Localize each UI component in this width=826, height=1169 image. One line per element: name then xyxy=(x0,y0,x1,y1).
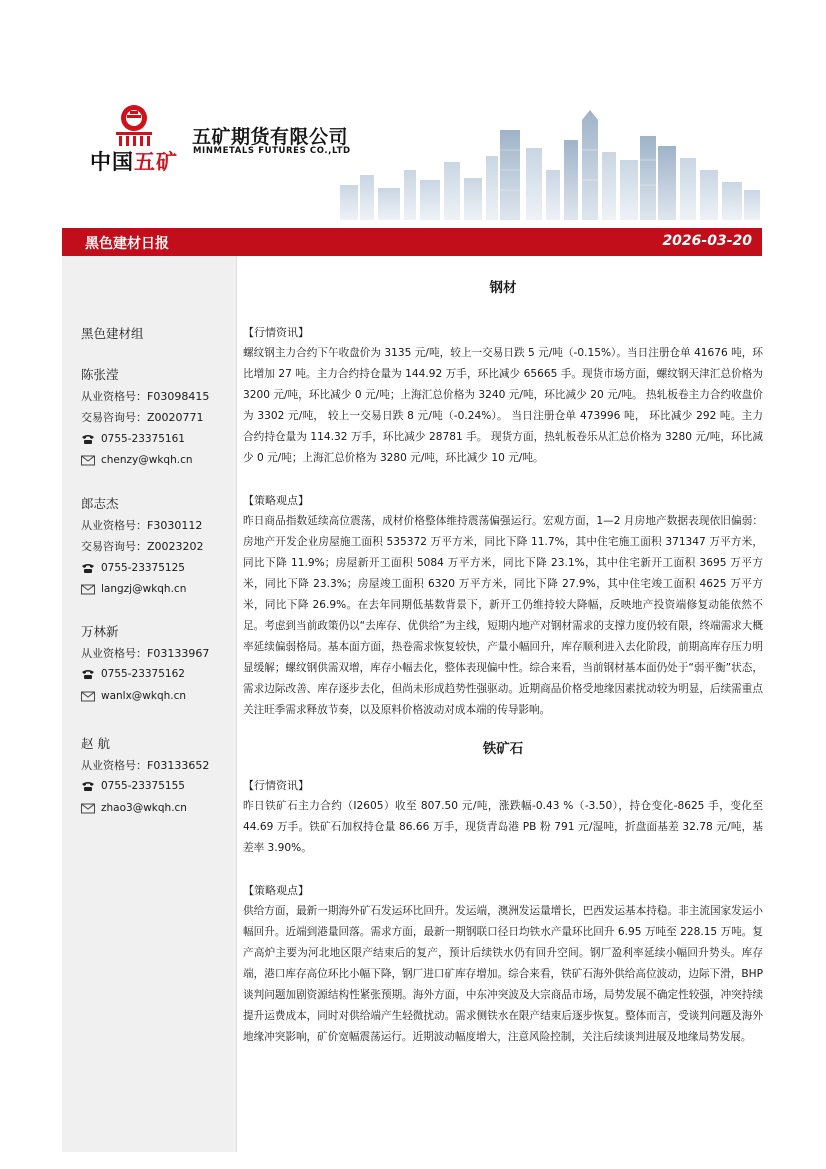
envelope-icon xyxy=(81,803,95,814)
analyst-email[interactable]: zhao3@wkqh.cn xyxy=(81,798,209,820)
company-name-cn: 五矿期货有限公司 xyxy=(192,126,349,148)
phone-icon xyxy=(81,434,95,445)
report-title: 黑色建材日报 xyxy=(85,236,169,252)
report-body xyxy=(243,262,763,1048)
analyst-email[interactable]: wanlx@wkqh.cn xyxy=(81,686,209,708)
brand-name-cn: 中国五矿 xyxy=(90,150,178,174)
steel-news-tag: 【行情资讯】 xyxy=(243,326,309,339)
steel-view-tag: 【策略观点】 xyxy=(243,494,309,507)
phone-icon xyxy=(81,563,95,574)
analyst-consult-no: 交易咨询号：Z0020771 xyxy=(81,411,204,424)
analyst-phone: 0755-23375161 xyxy=(81,429,209,451)
analyst-card xyxy=(81,364,209,472)
analyst-card xyxy=(81,733,209,819)
analyst-license: 从业资格号：F3030112 xyxy=(81,518,203,532)
analyst-license: 从业资格号：F03133967 xyxy=(81,646,210,660)
envelope-icon xyxy=(81,455,95,466)
section-title-steel: 钢材 xyxy=(489,280,517,296)
steel-news-text: 螺纹钢主力合约下午收盘价为 3135 元/吨，较上一交易日跌 5 元/吨（-0.15%）。当日注册仓单 41676 吨，环比增加 27 吨。主力合约持仓量为 144.92 万手，环比减少 65665 手。现货市场方面，螺纹钢天津汇总价格为 3200 元/吨，环比减少 0 元/吨；上海汇总价格为 3240 元/吨，环比减少 20 元/吨。 热轧板卷主力合约收盘价为 3302 元/吨， 较上一交易日跌 8 元/吨（-0.24%）。 当日注册仓单 473996 吨， 环比减少 292 吨。主力合约持仓量为 114.32 万手，环比减少 28781 手。 现货方面，热轧板卷乐从汇总价格为 3280 元/吨，环比减少 0 元/吨；上海汇总价格为 3280 元/吨，环比减少 10 元/吨。 xyxy=(243,347,763,464)
analyst-phone: 0755-23375155 xyxy=(81,776,209,798)
analyst-license: 从业资格号：F03098415 xyxy=(81,389,210,403)
company-name-en: MINMETALS FUTURES CO.,LTD xyxy=(193,146,351,156)
ore-view-tag: 【策略观点】 xyxy=(243,884,309,897)
city-skyline-illustration xyxy=(340,90,760,220)
analyst-email[interactable]: chenzy@wkqh.cn xyxy=(81,450,209,472)
analyst-card xyxy=(81,493,204,601)
analyst-card xyxy=(81,621,209,707)
phone-icon xyxy=(81,669,95,680)
analyst-name: 万林新 xyxy=(81,624,119,639)
report-date: 2026-03-20 xyxy=(662,233,752,249)
analyst-phone: 0755-23375125 xyxy=(81,558,204,580)
analyst-license: 从业资格号：F03133652 xyxy=(81,758,210,772)
company-emblem-icon xyxy=(113,104,155,148)
analyst-name: 陈张滢 xyxy=(81,367,119,382)
report-header xyxy=(0,0,826,226)
section-title-iron-ore: 铁矿石 xyxy=(482,741,524,757)
analyst-name: 赵 航 xyxy=(81,736,110,751)
envelope-icon xyxy=(81,691,95,702)
ore-news-text: 昨日铁矿石主力合约（I2605）收至 807.50 元/吨，涨跌幅-0.43 %（-3.50），持仓变化-8625 手，变化至 44.69 万手。铁矿石加权持仓量 86.66 万手，现货青岛港 PB 粉 791 元/湿吨，折盘面基差 32.78 元/吨，基差率 3.90%。 xyxy=(243,800,763,854)
analyst-email[interactable]: langzj@wkqh.cn xyxy=(81,579,204,601)
report-title-bar xyxy=(62,228,762,256)
analyst-sidebar xyxy=(62,256,237,1152)
phone-icon xyxy=(81,781,95,792)
envelope-icon xyxy=(81,584,95,595)
analyst-name: 郎志杰 xyxy=(81,496,119,511)
ore-news-tag: 【行情资讯】 xyxy=(243,779,309,792)
analyst-consult-no: 交易咨询号：Z0023202 xyxy=(81,540,204,553)
group-name: 黑色建材组 xyxy=(81,326,144,341)
ore-view-text: 供给方面，最新一期海外矿石发运环比回升。发运端，澳洲发运量增长，巴西发运基本持稳。非主流国家发运小幅回升。近端到港量回落。需求方面，最新一期钢联口径日均铁水产量环比回升 6.95 万吨至 228.15 万吨。复产高炉主要为河北地区限产结束后的复产，预计后续铁水仍有回升空间。钢厂盈利率延续小幅回升势头。库存端，港口库存高位环比小幅下降，钢厂进口矿库存增加。综合来看，铁矿石海外供给高位波动，边际下滑，BHP 谈判问题加剧资源结构性紧张预期。海外方面，中东冲突波及大宗商品市场，局势发展不确定性较强，冲突持续提升运费成本，同时对供给端产生轻微扰动。需求侧铁水在限产结束后逐步恢复。整体而言，受谈判问题及海外地缘冲突影响，矿价宽幅震荡运行。近期波动幅度增大，注意风险控制，关注后续谈判进展及地缘局势发展。 xyxy=(243,905,763,1043)
steel-view-text: 昨日商品指数延续高位震荡，成材价格整体维持震荡偏强运行。宏观方面，1—2 月房地产数据表现依旧偏弱：房地产开发企业房屋施工面积 535372 万平方米，同比下降 11.7%，其中住宅施工面积 371347 万平方米，同比下降 11.9%；房屋新开工面积 5084 万平方米，同比下降 23.1%，其中住宅新开工面积 3695 万平方米，同比下降 23.3%；房屋竣工面积 6320 万平方米，同比下降 27.9%，其中住宅竣工面积 4625 万平方米，同比下降 26.9%。在去年同期低基数背景下，新开工仍维持较大降幅，反映地产投资端修复动能依然不足。考虑到当前政策仍以“去库存、优供给”为主线，短期内地产对钢材需求的支撑力度仍较有限，终端需求大概率延续偏弱格局。基本面方面，热卷需求恢复较快，产量小幅回升，库存顺利进入去化阶段，前期高库存压力明显缓解；螺纹钢供需双增，库存小幅去化，整体表现偏中性。综合来看，当前钢材基本面仍处于“弱平衡”状态，需求边际改善、库存逐步去化，但尚未形成趋势性强驱动。近期商品价格受地缘因素扰动较为明显，后续需重点关注旺季需求释放节奏，以及原料价格波动对成本端的传导影响。 xyxy=(243,515,763,716)
analyst-phone: 0755-23375162 xyxy=(81,664,209,686)
